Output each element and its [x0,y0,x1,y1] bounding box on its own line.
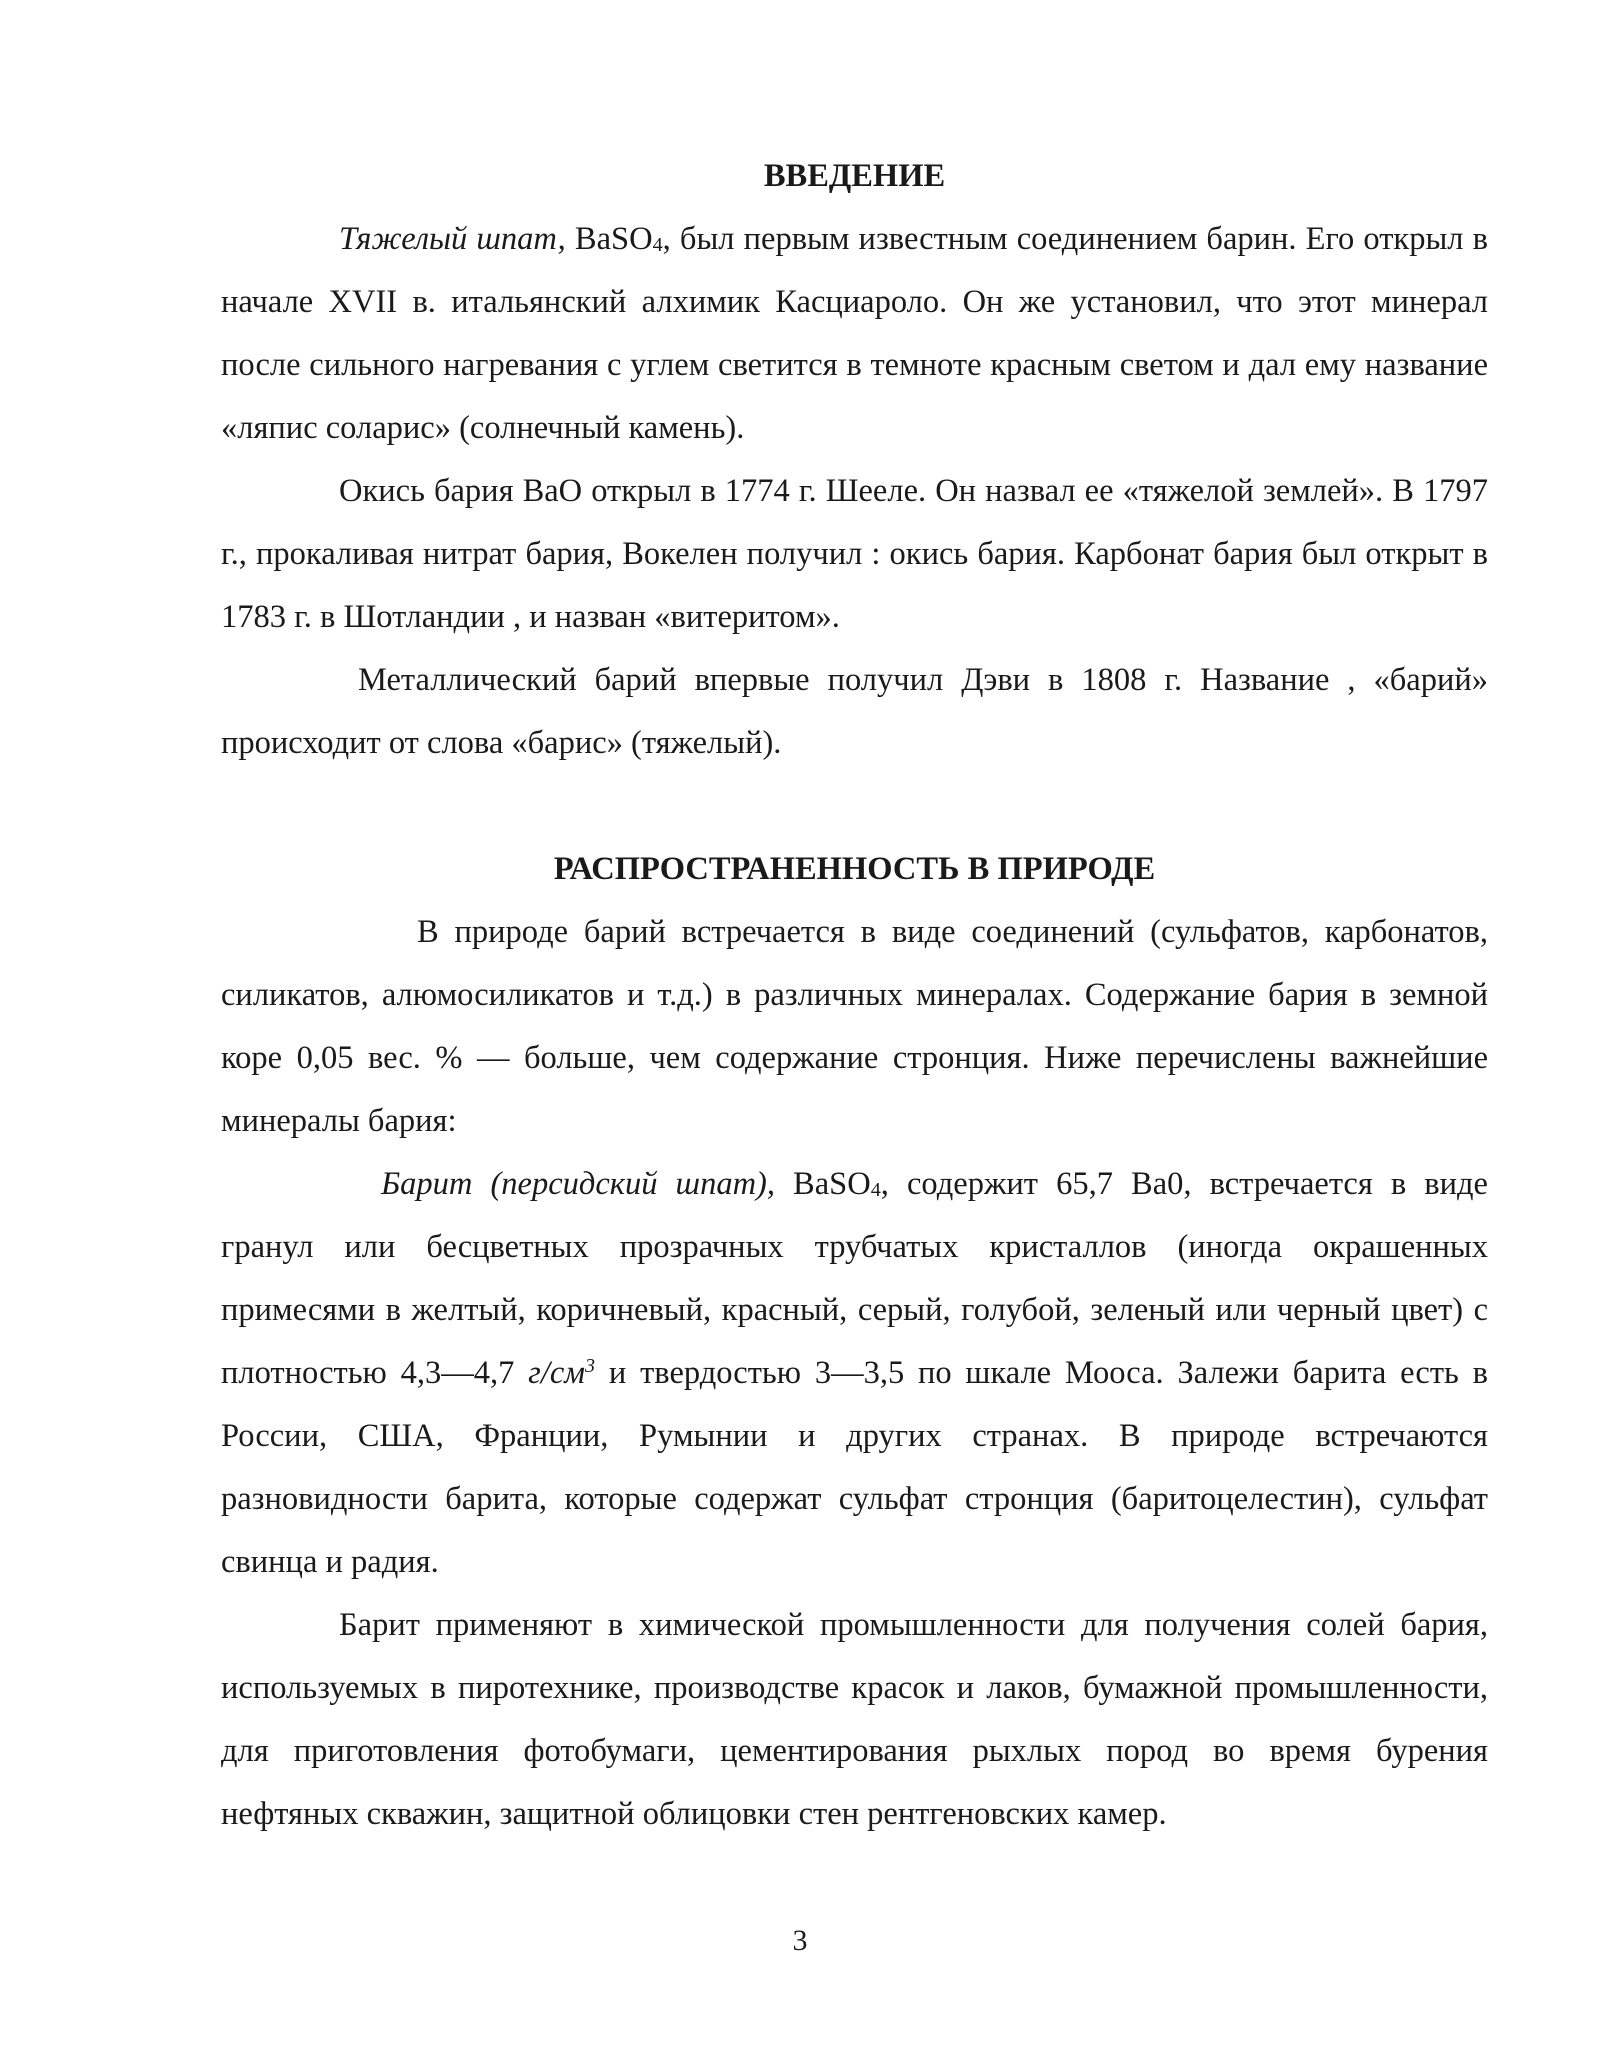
intro-paragraph-2: Окись бария ВаО открыл в 1774 г. Шееле. Он назвал ее «тяжелой землей». В 1797 г., прокаливая нитрат бария, Вокелен получил : окись бария. Карбонат бария был открыт в 1783 г. в Шотландии , и назван «витеритом». [221,473,1488,635]
term-barite: Барит (персидский шпат), [381,1166,775,1202]
nature-heading: РАСПРОСТРАНЕННОСТЬ В ПРИРОДЕ [553,851,1156,887]
formula-base: BaSO [565,221,653,257]
intro-paragraph-3: Металлический барий впервые получил Дэви в 1808 г. Название , «барий» происходит от слова «барис» (тяжелый). [221,662,1488,761]
nature-paragraph-1: В природе барий встречается в виде соединений (сульфатов, карбонатов, силикатов, алюмосиликатов и т.д.) в различных минералах. Содержание бария в земной коре 0,05 вес. % — больше, чем содержание стронция. Ниже перечислены важнейшие минералы бария: [221,914,1488,1139]
intro-paragraph-1 [221,208,1488,460]
nature-paragraph-3: Барит применяют в химической промышленности для получения солей бария, используемых в пиротехнике, производстве красок и лаков, бумажной промышленности, для приготовления фотобумаги, цементирования рыхлых пород во время бурения нефтяных скважин, защитной облицовки стен рентгеновских камер. [221,1607,1488,1832]
formula-subscript: 4 [652,234,663,256]
paragraph-text-b: и твердостью 3—3,5 по шкале Мооса. Залежи барита есть в России, США, Франции, Румынии и других странах. В природе встречаются разновидности барита, которые содержат сульфат стронция (баритоцелестин), сульфат свинца и радия. [221,1355,1488,1580]
density-unit-exponent: 3 [585,1354,596,1377]
section-gap [221,775,1488,838]
paragraph-text-a: , содержит 65,7 Ва0, встречается в виде гранул или бесцветных прозрачных трубчатых кристаллов (иногда окрашенных примесями в желтый, коричневый, красный, серый, голубой, зеленый или черный цвет) с плотностью 4,3—4,7 [221,1166,1488,1391]
formula-subscript: 4 [870,1179,881,1201]
page-number: 3 [792,1924,808,1957]
page-content [221,145,1488,1846]
term-heavy-spar: Тяжелый шпат, [339,221,566,257]
nature-paragraph-2 [221,1153,1488,1594]
density-unit: г/см [528,1355,586,1391]
intro-heading: ВВЕДЕНИЕ [763,158,946,194]
paragraph-text: , был первым известным соединением барин. Его открыл в начале XVII в. итальянский алхимик Касциароло. Он же установил, что этот минерал после сильного нагревания с углем светится в темноте красным светом и дал ему название «ляпис соларис» (солнечный камень). [221,221,1488,446]
formula-base: BaSO [774,1166,871,1202]
